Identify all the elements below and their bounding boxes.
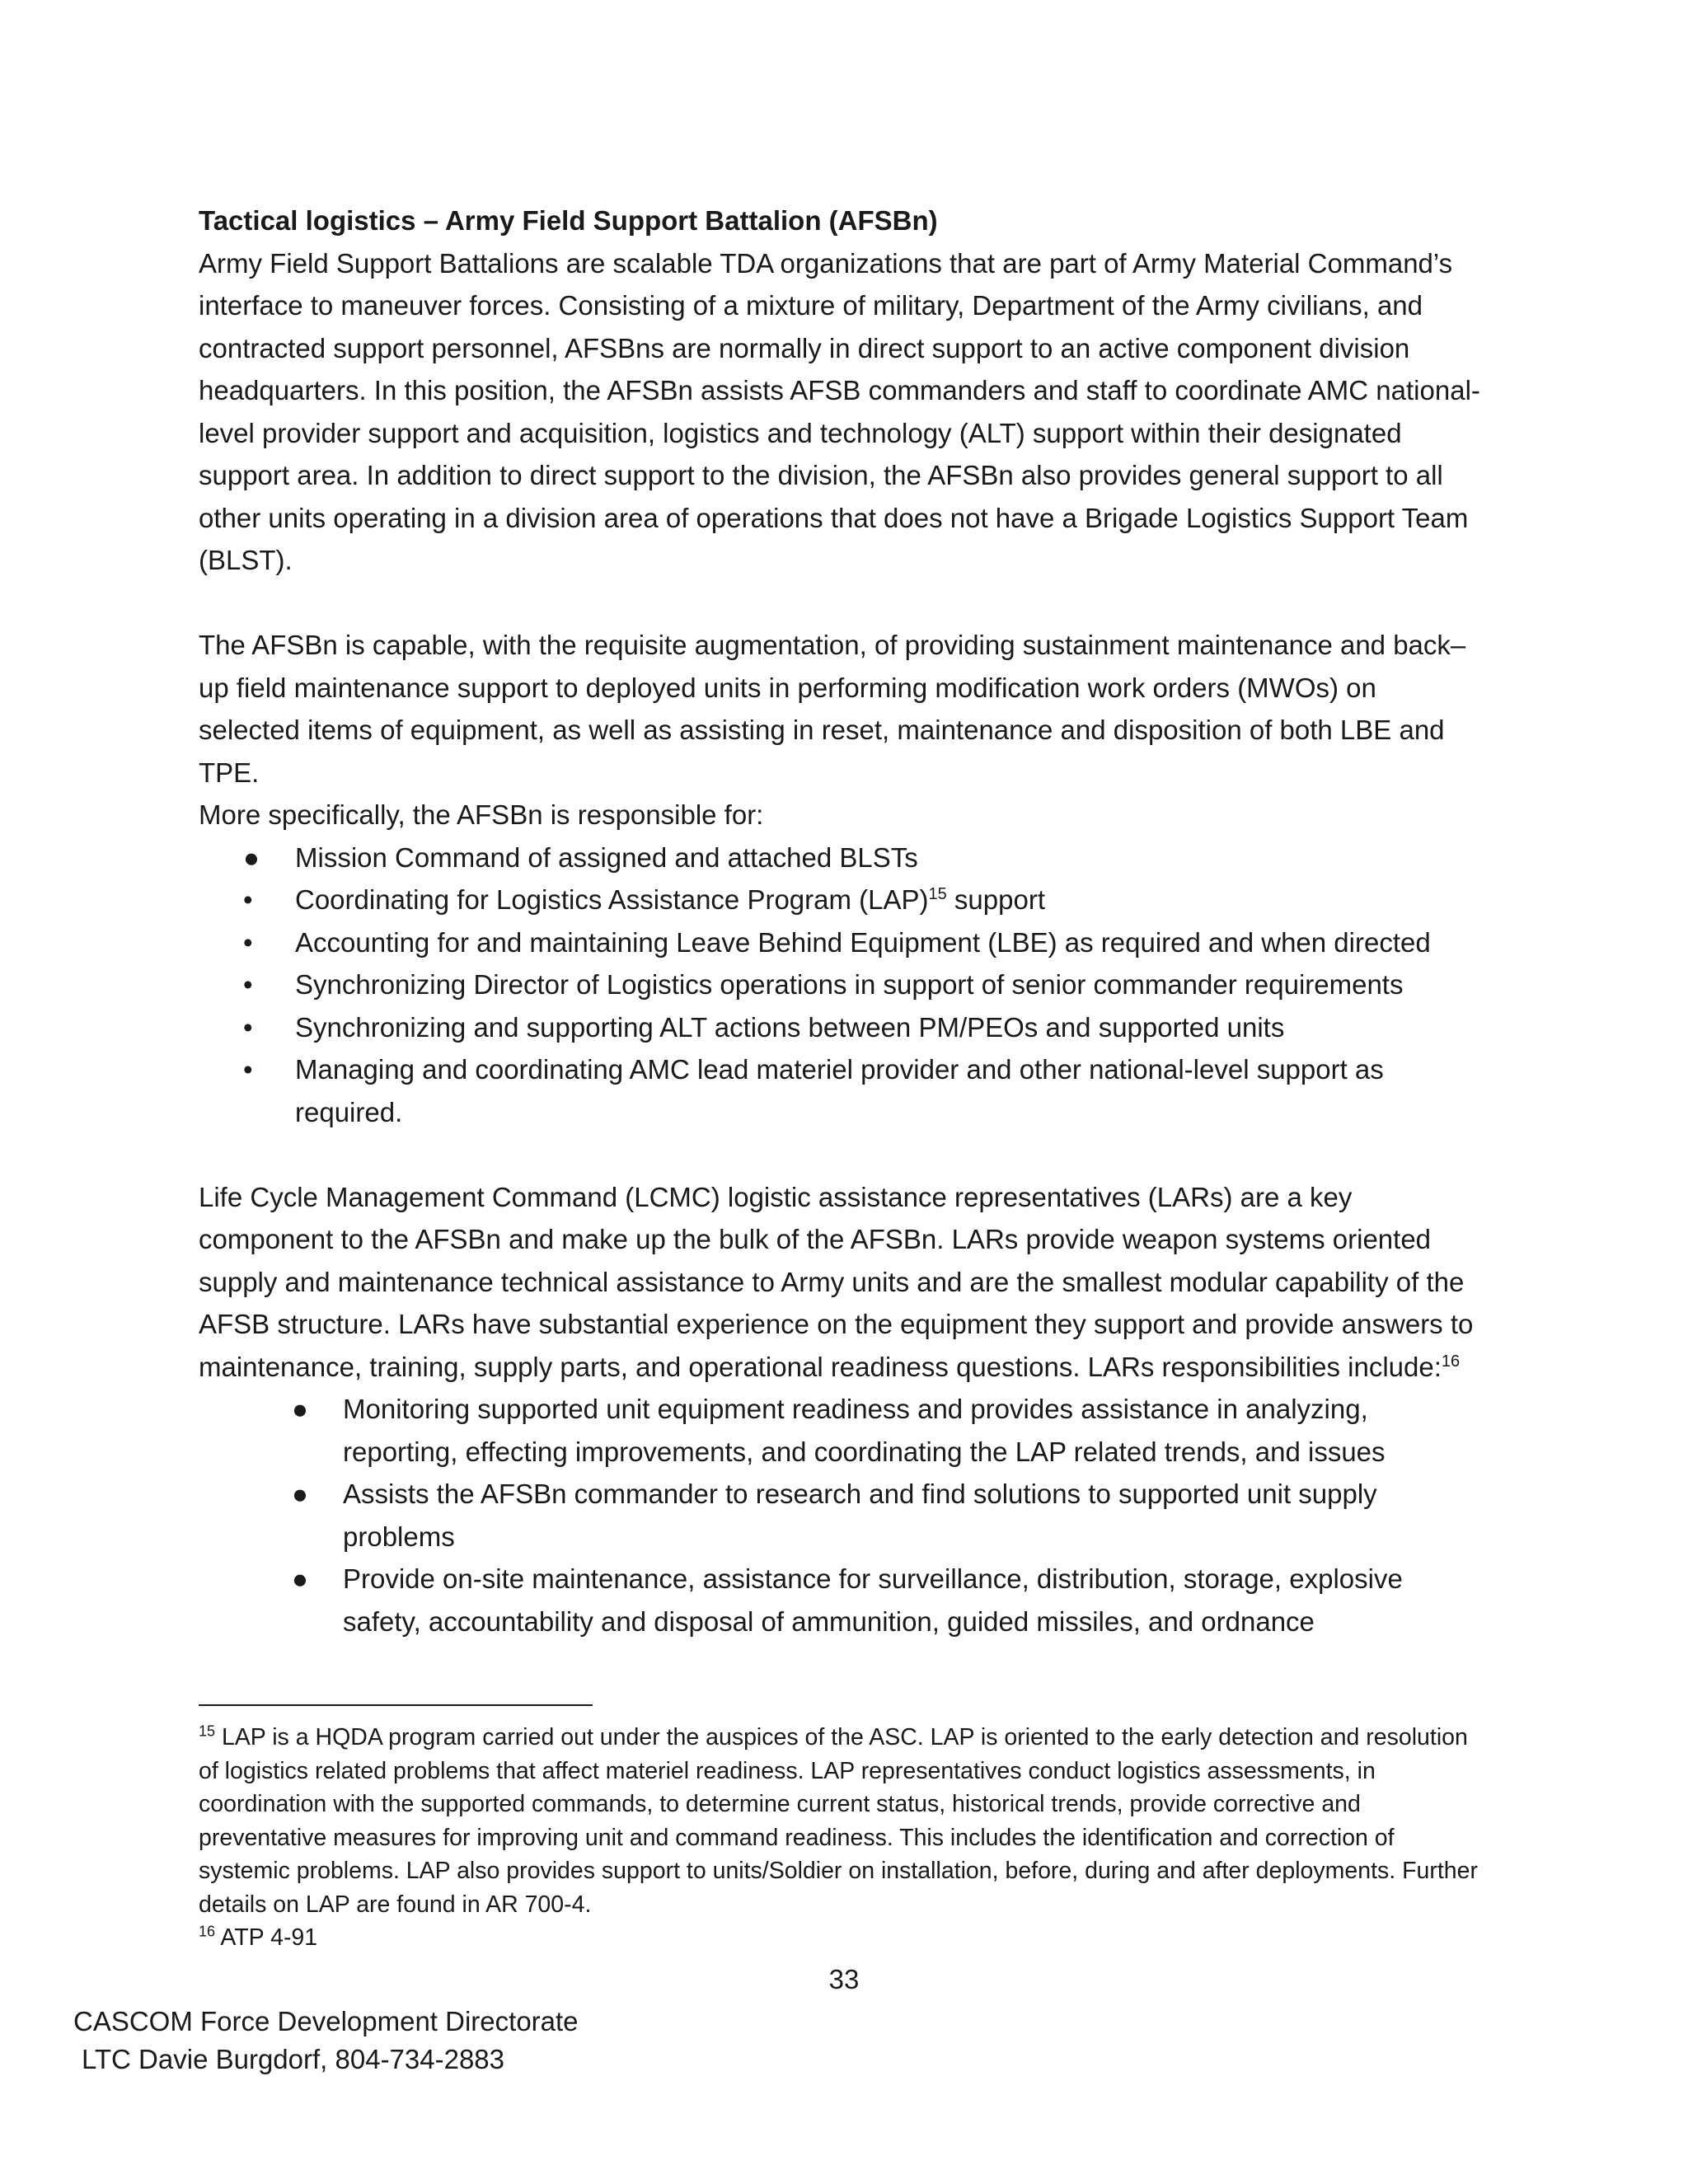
paragraph-gap <box>199 1133 1484 1176</box>
section-heading: Tactical logistics – Army Field Support Battalion (AFSBn) <box>199 205 938 236</box>
paragraph-text: Life Cycle Management Command (LCMC) logistic assistance representatives (LARs) are a key component to the AFSBn and make up the bulk of the AFSBn. LARs provide weapon systems oriented supply and maintenance technical assistance to Army units and are the smallest modular capability of the AFSB structure. LARs have substantial experience on the equipment they support and provide answers to maintenance, training, supply parts, and operational readiness questions. LARs responsibilities include: <box>199 1181 1474 1382</box>
list-item-text: Synchronizing and supporting ALT actions between PM/PEOs and supported units <box>295 1011 1285 1043</box>
list-item-text: Managing and coordinating AMC lead materiel provider and other national-level support as required. <box>295 1054 1384 1127</box>
list-item-text-suffix: support <box>946 884 1046 915</box>
list-item-text: Mission Command of assigned and attached BLSTs <box>295 841 918 873</box>
paragraph-afsbn-overview: Army Field Support Battalions are scalable TDA organizations that are part of Army Material Command’s interface to maneuver forces. Consisting of a mixture of military, Department of the Army civilians, and contracted support personnel, AFSBns are normally in direct support to an active component division headquarters. In this position, the AFSBn assists AFSB commanders and staff to coordinate AMC national-level provider support and acquisition, logistics and technology (ALT) support within their designated support area. In addition to direct support to the division, the AFSBn also provides general support to all other units operating in a division area of operations that does not have a Brigade Logistics Support Team (BLST). <box>199 247 1480 575</box>
list-item-text: Accounting for and maintaining Leave Behind Equipment (LBE) as required and when directed <box>295 926 1431 958</box>
footnote-number: 16 <box>199 1923 216 1940</box>
footnote-ref-15: 15 <box>928 885 947 903</box>
footnote-ref-16: 16 <box>1441 1352 1461 1371</box>
bullet-icon: ● <box>243 841 260 873</box>
paragraph-gap <box>199 582 1484 625</box>
list-item <box>199 879 1484 921</box>
bullet-icon: • <box>243 1054 253 1085</box>
bullet-icon: • <box>243 884 253 915</box>
organization-name: CASCOM Force Development Directorate <box>73 2006 579 2036</box>
list-item <box>199 1006 1484 1049</box>
paragraph-responsibilities-intro: More specifically, the AFSBn is responsible for: <box>199 799 764 830</box>
bullet-icon: ● <box>292 1563 308 1594</box>
paragraph-lcmc-lars <box>199 1176 1484 1389</box>
footnote-number: 15 <box>199 1722 216 1740</box>
paragraph-afsbn-capabilities: The AFSBn is capable, with the requisite augmentation, of providing sustainment maintenance and back–up field maintenance support to deployed units in performing modification work orders (MWOs) on selected items of equipment, as well as assisting in reset, maintenance and disposition of both LBE and TPE. <box>199 630 1466 788</box>
footnote-text: ATP 4-91 <box>215 1924 318 1951</box>
bullet-icon: • <box>243 1011 253 1043</box>
footnote-text: LAP is a HQDA program carried out under the auspices of the ASC. LAP is oriented to the early detection and resolution of logistics related problems that affect materiel readiness. LAP representatives conduct logistics assessments, in coordination with the supported commands, to determine current status, historical trends, provide corrective and preventative measures for improving unit and command readiness. This includes the identification and correction of systemic problems. LAP also provides support to units/Soldier on installation, before, during and after deployments. Further details on LAP are found in AR 700-4. <box>199 1724 1478 1918</box>
footnote-16 <box>199 1921 1484 1955</box>
list-item-text: Monitoring supported unit equipment readiness and provides assistance in analyzing, reporting, effecting improvements, and coordinating the LAP related trends, and issues <box>343 1394 1386 1467</box>
list-item <box>199 963 1484 1006</box>
footnote-15 <box>199 1721 1484 1921</box>
list-item-text: Assists the AFSBn commander to research and find solutions to supported unit supply problems <box>343 1479 1377 1552</box>
list-item <box>199 1473 1484 1558</box>
list-item-text: Coordinating for Logistics Assistance Program (LAP) <box>295 884 929 915</box>
bullet-icon: ● <box>292 1394 308 1424</box>
footnote-separator <box>199 1704 593 1706</box>
bullet-icon: • <box>243 926 253 958</box>
footnotes <box>199 1721 1484 1955</box>
list-item <box>199 1558 1484 1643</box>
bullet-icon: ● <box>292 1479 308 1509</box>
list-item <box>199 1048 1484 1133</box>
organization-footer <box>73 2003 579 2079</box>
contact-info: LTC Davie Burgdorf, 804-734-2883 <box>82 2044 505 2074</box>
bullet-icon: • <box>243 969 253 1000</box>
list-item <box>199 921 1484 964</box>
page-number: 33 <box>828 1964 860 1994</box>
list-item <box>199 837 1484 879</box>
page-body <box>199 199 1484 1643</box>
list-item <box>199 1388 1484 1473</box>
lar-responsibilities-list <box>199 1388 1484 1643</box>
responsibilities-list <box>199 837 1484 1134</box>
list-item-text: Synchronizing Director of Logistics operations in support of senior commander requirements <box>295 969 1404 1000</box>
list-item-text: Provide on-site maintenance, assistance for surveillance, distribution, storage, explosive safety, accountability and disposal of ammunition, guided missiles, and ordnance <box>343 1563 1403 1637</box>
